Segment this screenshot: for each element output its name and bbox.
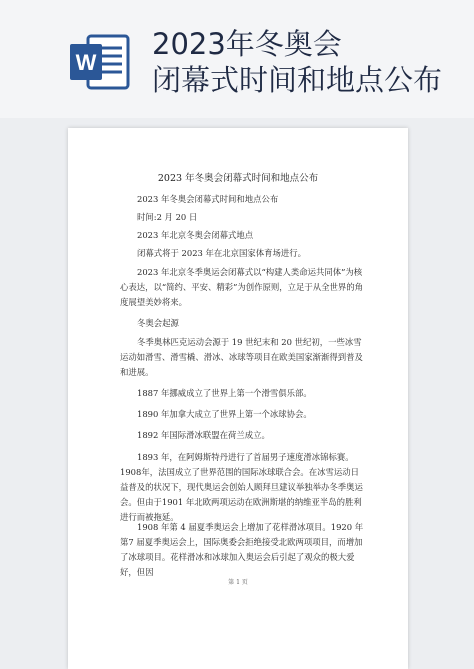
paragraph-11: 1893 年，在阿姆斯特丹进行了首届男子速度滑冰锦标赛。1908年，法国成立了世界范围的国际冰球联合会。在冰雪运动日益普及的状况下，现代奥运会创始人顾拜旦建议举独举办冬季奥运会。但由于1901 年北欧两项运动在欧洲斯堪的纳维亚半岛的胜利进行而被拖延。 bbox=[120, 452, 363, 522]
paragraph-3: 2023 年北京冬奥会闭幕式地点 bbox=[137, 230, 254, 240]
header-banner bbox=[0, 0, 474, 118]
word-document-icon bbox=[68, 30, 132, 94]
paragraph-2: 时间:2 月 20 日 bbox=[137, 212, 198, 222]
paragraph-8: 1887 年挪威成立了世界上第一个滑雪俱乐部。 bbox=[137, 388, 312, 398]
page-title bbox=[152, 26, 470, 98]
paragraph-4: 闭幕式将于 2023 年在北京国家体育场进行。 bbox=[137, 248, 307, 258]
page-number: 第 1 页 bbox=[228, 579, 248, 586]
paragraph-12: 1908 年第 4 届夏季奥运会上增加了花样滑冰项目。1920 年第7 届夏季奥运会上，国际奥委会拒绝接受北欧两项项目，而增加了冰球项目。花样滑冰和冰球加入奥运会后引起了观众的极大爱好，但因 bbox=[120, 522, 364, 577]
paragraph-6: 冬奥会起源 bbox=[137, 318, 179, 328]
document-page bbox=[68, 128, 408, 669]
word-icon-letter: W bbox=[75, 50, 97, 75]
paragraph-9: 1890 年加拿大成立了世界上第一个冰球协会。 bbox=[137, 409, 312, 419]
document-title: 2023 年冬奥会闭幕式时间和地点公布 bbox=[157, 173, 319, 184]
title-line-1: 2023年冬奥会 bbox=[152, 27, 342, 61]
title-line-2: 闭幕式时间和地点公布 bbox=[152, 63, 443, 97]
paragraph-1: 2023 年冬奥会闭幕式时间和地点公布 bbox=[137, 194, 279, 204]
paragraph-10: 1892 年国际滑冰联盟在荷兰成立。 bbox=[137, 430, 270, 440]
paragraph-7: 冬季奥林匹克运动会源于 19 世纪末和 20 世纪初，一些冰雪运动如滑雪、滑雪橇、滑冰、冰球等项目在欧美国家渐渐得到普及和进展。 bbox=[120, 337, 363, 377]
paragraph-5: 2023 年北京冬季奥运会闭幕式以“构建人类命运共同体”为核心表达，以“简约、平安、精彩”为创作原则，立足于从全世界的角度展望美妙将来。 bbox=[120, 267, 364, 307]
